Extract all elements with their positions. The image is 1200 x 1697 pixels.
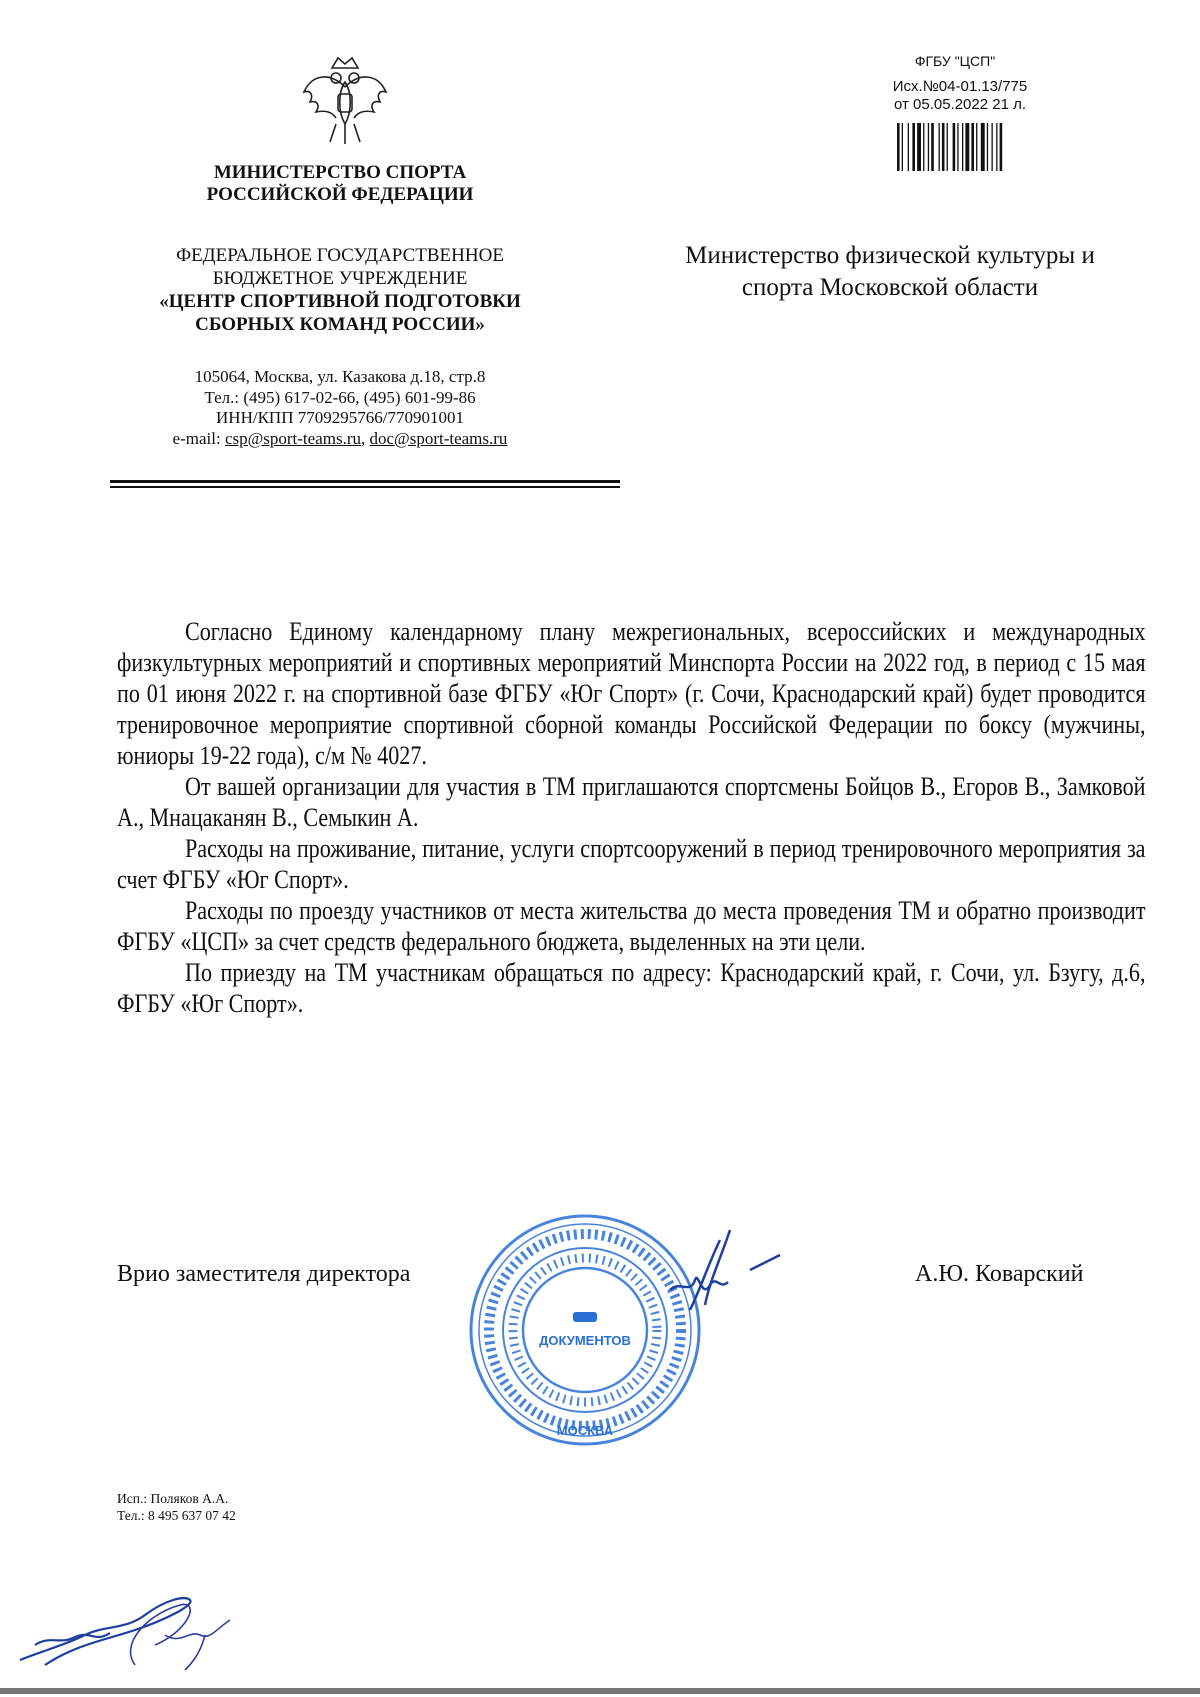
barcode-bar bbox=[928, 123, 929, 171]
barcode-bar bbox=[987, 123, 988, 171]
barcode-bar bbox=[1000, 123, 1003, 171]
body-paragraph: Расходы на проживание, питание, услуги спортсооружений в период тренировочного мероприятия за счет ФГБУ «Юг Спорт». bbox=[117, 834, 1146, 894]
barcode-bar bbox=[917, 123, 921, 171]
barcode-bar bbox=[957, 123, 958, 171]
contact-block bbox=[120, 367, 560, 449]
barcode-bar bbox=[942, 123, 945, 171]
coat-of-arms-emblem bbox=[300, 52, 390, 152]
executor-info bbox=[117, 1490, 236, 1524]
inn-kpp: ИНН/КПП 7709295766/770901001 bbox=[216, 408, 464, 427]
executor-name: Исп.: Поляков А.А. bbox=[117, 1491, 229, 1506]
registration-org: ФГБУ "ЦСП" bbox=[914, 53, 996, 69]
barcode-bar bbox=[939, 123, 940, 171]
barcode-bar bbox=[923, 123, 924, 171]
signatory-title: Врио заместителя директора bbox=[117, 1261, 411, 1287]
ministry-name bbox=[140, 162, 540, 206]
barcode-bar bbox=[976, 123, 977, 171]
letterhead-divider bbox=[110, 480, 620, 483]
stamp-center-text: ДОКУМЕНТОВ bbox=[539, 1333, 631, 1348]
handwritten-initials bbox=[15, 1575, 245, 1675]
ministry-line: РОССИЙСКОЙ ФЕДЕРАЦИИ bbox=[206, 184, 474, 205]
letterhead-divider-thin bbox=[110, 486, 620, 488]
letter-body bbox=[117, 616, 1146, 1019]
signatory-name: А.Ю. Коварский bbox=[915, 1261, 1084, 1287]
email-separator: , bbox=[361, 428, 370, 448]
stamp-bottom-text: МОСКВА bbox=[556, 1423, 614, 1438]
phones: Тел.: (495) 617-02-66, (495) 601-99-86 bbox=[204, 387, 476, 407]
organization-block bbox=[120, 244, 560, 336]
barcode-bar bbox=[908, 123, 909, 171]
address: 105064, Москва, ул. Казакова д.18, стр.8 bbox=[194, 367, 486, 386]
director-signature bbox=[650, 1210, 800, 1320]
ministry-line: МИНИСТЕРСТВО СПОРТА bbox=[213, 162, 467, 183]
barcode-bar bbox=[996, 123, 997, 171]
scan-edge bbox=[0, 1688, 1200, 1694]
addressee bbox=[640, 240, 1140, 304]
barcode-bar bbox=[992, 123, 993, 171]
org-type-line: ФЕДЕРАЛЬНОЕ ГОСУДАРСТВЕННОЕ bbox=[176, 245, 504, 266]
outgoing-number: Исх.№04-01.13/775 bbox=[892, 78, 1028, 95]
addressee-line: Министерство физической культуры и bbox=[685, 242, 1095, 269]
org-name-line: «ЦЕНТР СПОРТИВНОЙ ПОДГОТОВКИ bbox=[159, 291, 521, 312]
org-name-line: СБОРНЫХ КОМАНД РОССИИ» bbox=[195, 314, 485, 335]
body-paragraph: Согласно Единому календарному плану межрегиональных, всероссийских и международных физкультурных мероприятий и спортивных мероприятий Минспорта России на 2022 год, в период с 15 мая по 01 июня 2022 г. на спортивной базе ФГБУ «Юг Спорт» (г. Сочи, Краснодарский край) будет проводится тренировочное мероприятие спортивной сборной команды Российской Федерации по боксу (мужчины, юниоры 19-22 года), с/м № 4027. bbox=[117, 617, 1146, 770]
email-line bbox=[120, 429, 560, 450]
barcode-bar bbox=[912, 123, 915, 171]
barcode-bar bbox=[981, 123, 985, 171]
barcode-bar bbox=[902, 123, 903, 171]
outgoing-date: от 05.05.2022 21 л. bbox=[893, 96, 1027, 113]
addressee-line: спорта Московской области bbox=[741, 274, 1039, 301]
email-link-doc[interactable]: doc@sport-teams.ru bbox=[369, 428, 508, 448]
org-type-line: БЮДЖЕТНОЕ УЧРЕЖДЕНИЕ bbox=[212, 268, 468, 289]
barcode bbox=[897, 123, 1045, 171]
body-paragraph: По приезду на ТМ участникам обращаться по адресу: Краснодарский край, г. Сочи, ул. Бзугу, д.6, ФГБУ «Юг Спорт». bbox=[117, 958, 1146, 1018]
executor-phone: Тел.: 8 495 637 07 42 bbox=[117, 1508, 236, 1523]
barcode-bar bbox=[971, 123, 974, 171]
barcode-bar bbox=[897, 123, 900, 171]
email-link-csp[interactable]: csp@sport-teams.ru bbox=[224, 428, 361, 448]
barcode-bar bbox=[965, 123, 969, 171]
body-paragraph: От вашей организации для участия в ТМ приглашаются спортсмены Бойцов В., Егоров В., Замковой А., Мнацаканян В., Семыкин А. bbox=[117, 772, 1146, 832]
registration-stamp bbox=[880, 78, 1040, 114]
barcode-bar bbox=[953, 123, 956, 171]
barcode-bar bbox=[947, 123, 948, 171]
barcode-bar bbox=[962, 123, 963, 171]
barcode-bar bbox=[931, 123, 934, 171]
body-paragraph: Расходы по проезду участников от места жительства до места проведения ТМ и обратно производит ФГБУ «ЦСП» за счет средств федерального бюджета, выделенных на эти цели. bbox=[117, 896, 1146, 956]
email-label: e-mail: bbox=[172, 428, 225, 448]
